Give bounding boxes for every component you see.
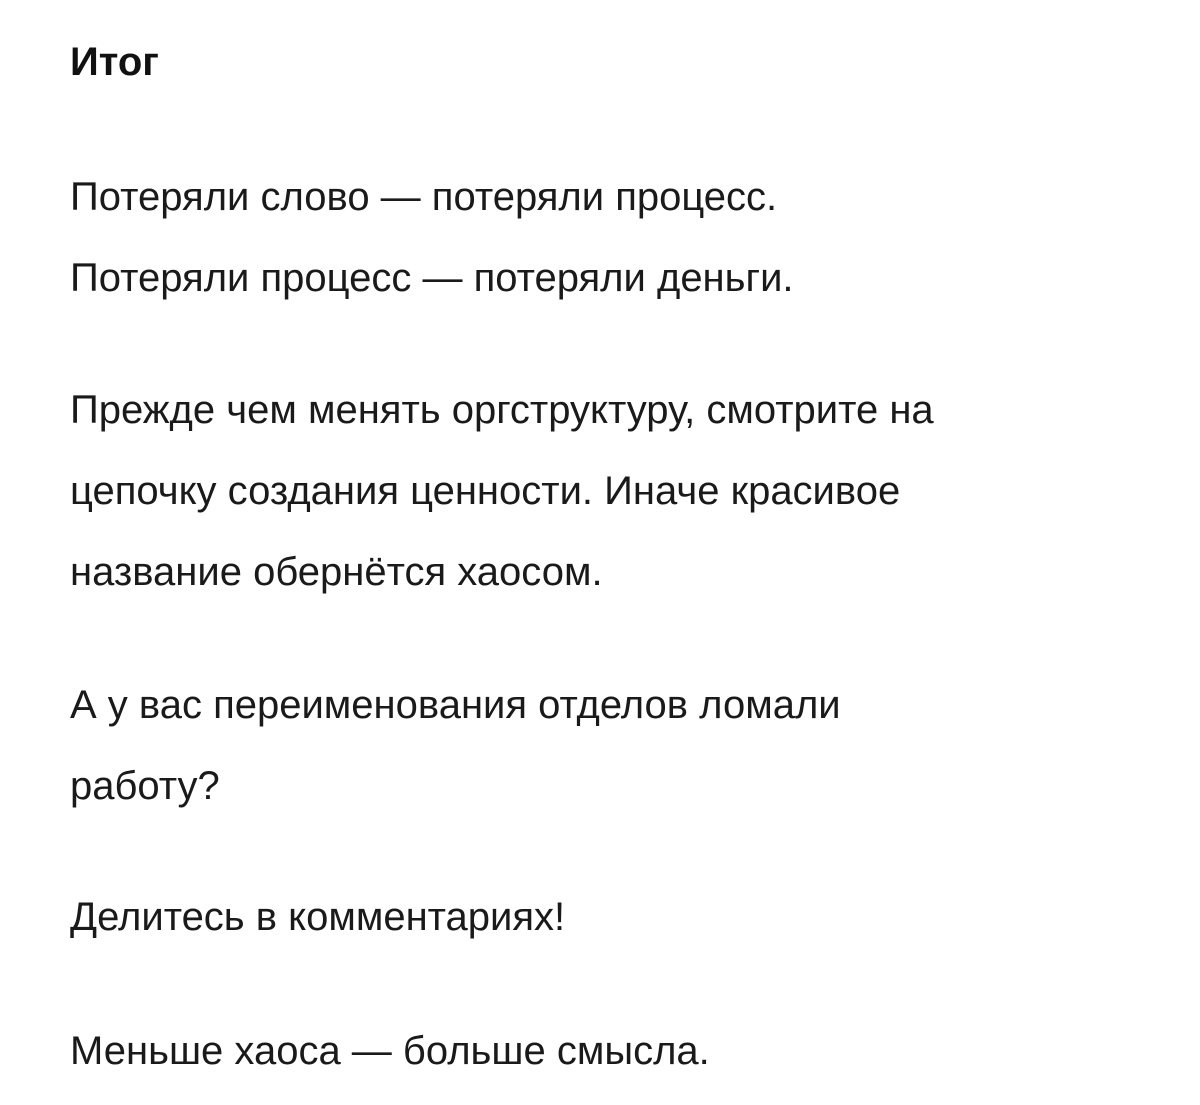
paragraph-value-chain-advice: Прежде чем менять оргструктуру, смотрите на цепочку создания ценности. Иначе красивое название обернётся хаосом. (70, 388, 934, 594)
paragraph-question: А у вас переименования отделов ломали работу? (70, 683, 841, 808)
paragraph-closing-slogan: Меньше хаоса — больше смысла. (70, 1029, 710, 1073)
paragraph-loss-chain: Потеряли слово — потеряли процесс. Потеряли процесс — потеряли деньги. (70, 175, 794, 300)
paragraph-call-to-action: Делитесь в комментариях! (70, 895, 566, 939)
section-heading: Итог (70, 40, 159, 84)
